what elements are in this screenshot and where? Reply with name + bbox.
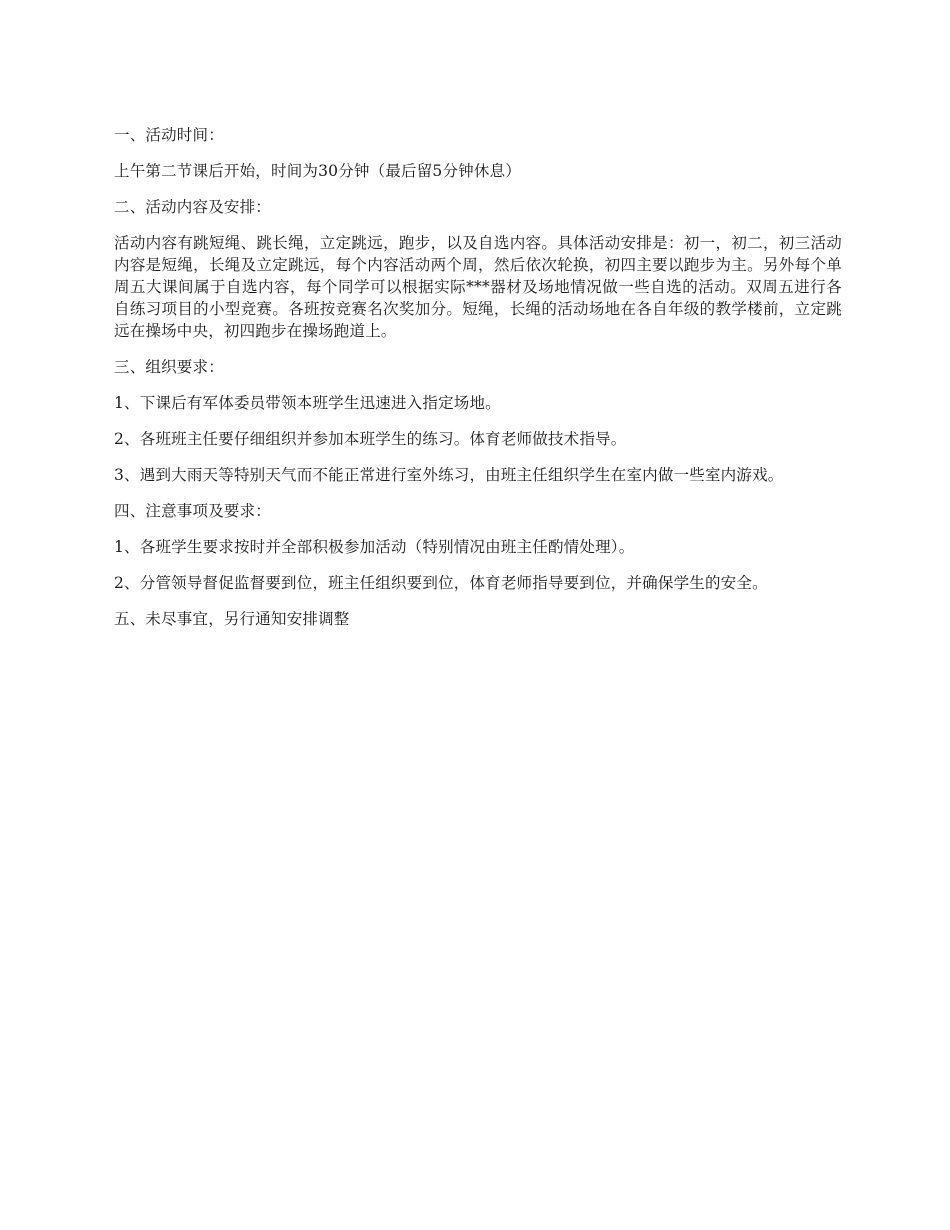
content-text: 活动内容有跳短绳、跳长绳，立定跳远，跑步，以及自选内容。具体活动安排是：初一，初二，初三活动内容是短绳，长绳及立定跳远，每个内容活动两个周，然后依次轮换，初四主要以跑步为主。另外每个单周五大课间属于自选内容，每个同学可以根据实际***器材及场地情况做一些自选的活动。双周五进行各自练习项目的小型竞赛。各班按竞赛名次奖加分。短绳，长绳的活动场地在各自年级的教学楼前，立定跳远在操场中央，初四跑步在操场跑道上。 (114, 234, 842, 340)
document-body (114, 124, 842, 644)
section-heading-time: 一、活动时间： (114, 126, 224, 144)
section-heading-notes: 四、注意事项及要求： (114, 502, 272, 520)
organization-item-2: 2、各班班主任要仔细组织并参加本班学生的练习。体育老师做技术指导。 (114, 430, 627, 448)
organization-item-3: 3、遇到大雨天等特别天气而不能正常进行室外练习，由班主任组织学生在室内做一些室内游戏。 (114, 466, 784, 484)
section-heading-organization: 三、组织要求： (114, 358, 224, 376)
time-text: 上午第二节课后开始，时间为30分钟（最后留5分钟休息） (114, 162, 521, 180)
notes-item-1: 1、各班学生要求按时并全部积极参加活动（特别情况由班主任酌情处理）。 (114, 538, 635, 556)
section-heading-content: 二、活动内容及安排： (114, 198, 272, 216)
notes-item-2: 2、分管领导督促监督要到位，班主任组织要到位，体育老师指导要到位，并确保学生的安全。 (114, 574, 768, 592)
organization-item-1: 1、下课后有军体委员带领本班学生迅速进入指定场地。 (114, 394, 501, 412)
closing-text: 五、未尽事宜，另行通知安排调整 (114, 610, 350, 628)
